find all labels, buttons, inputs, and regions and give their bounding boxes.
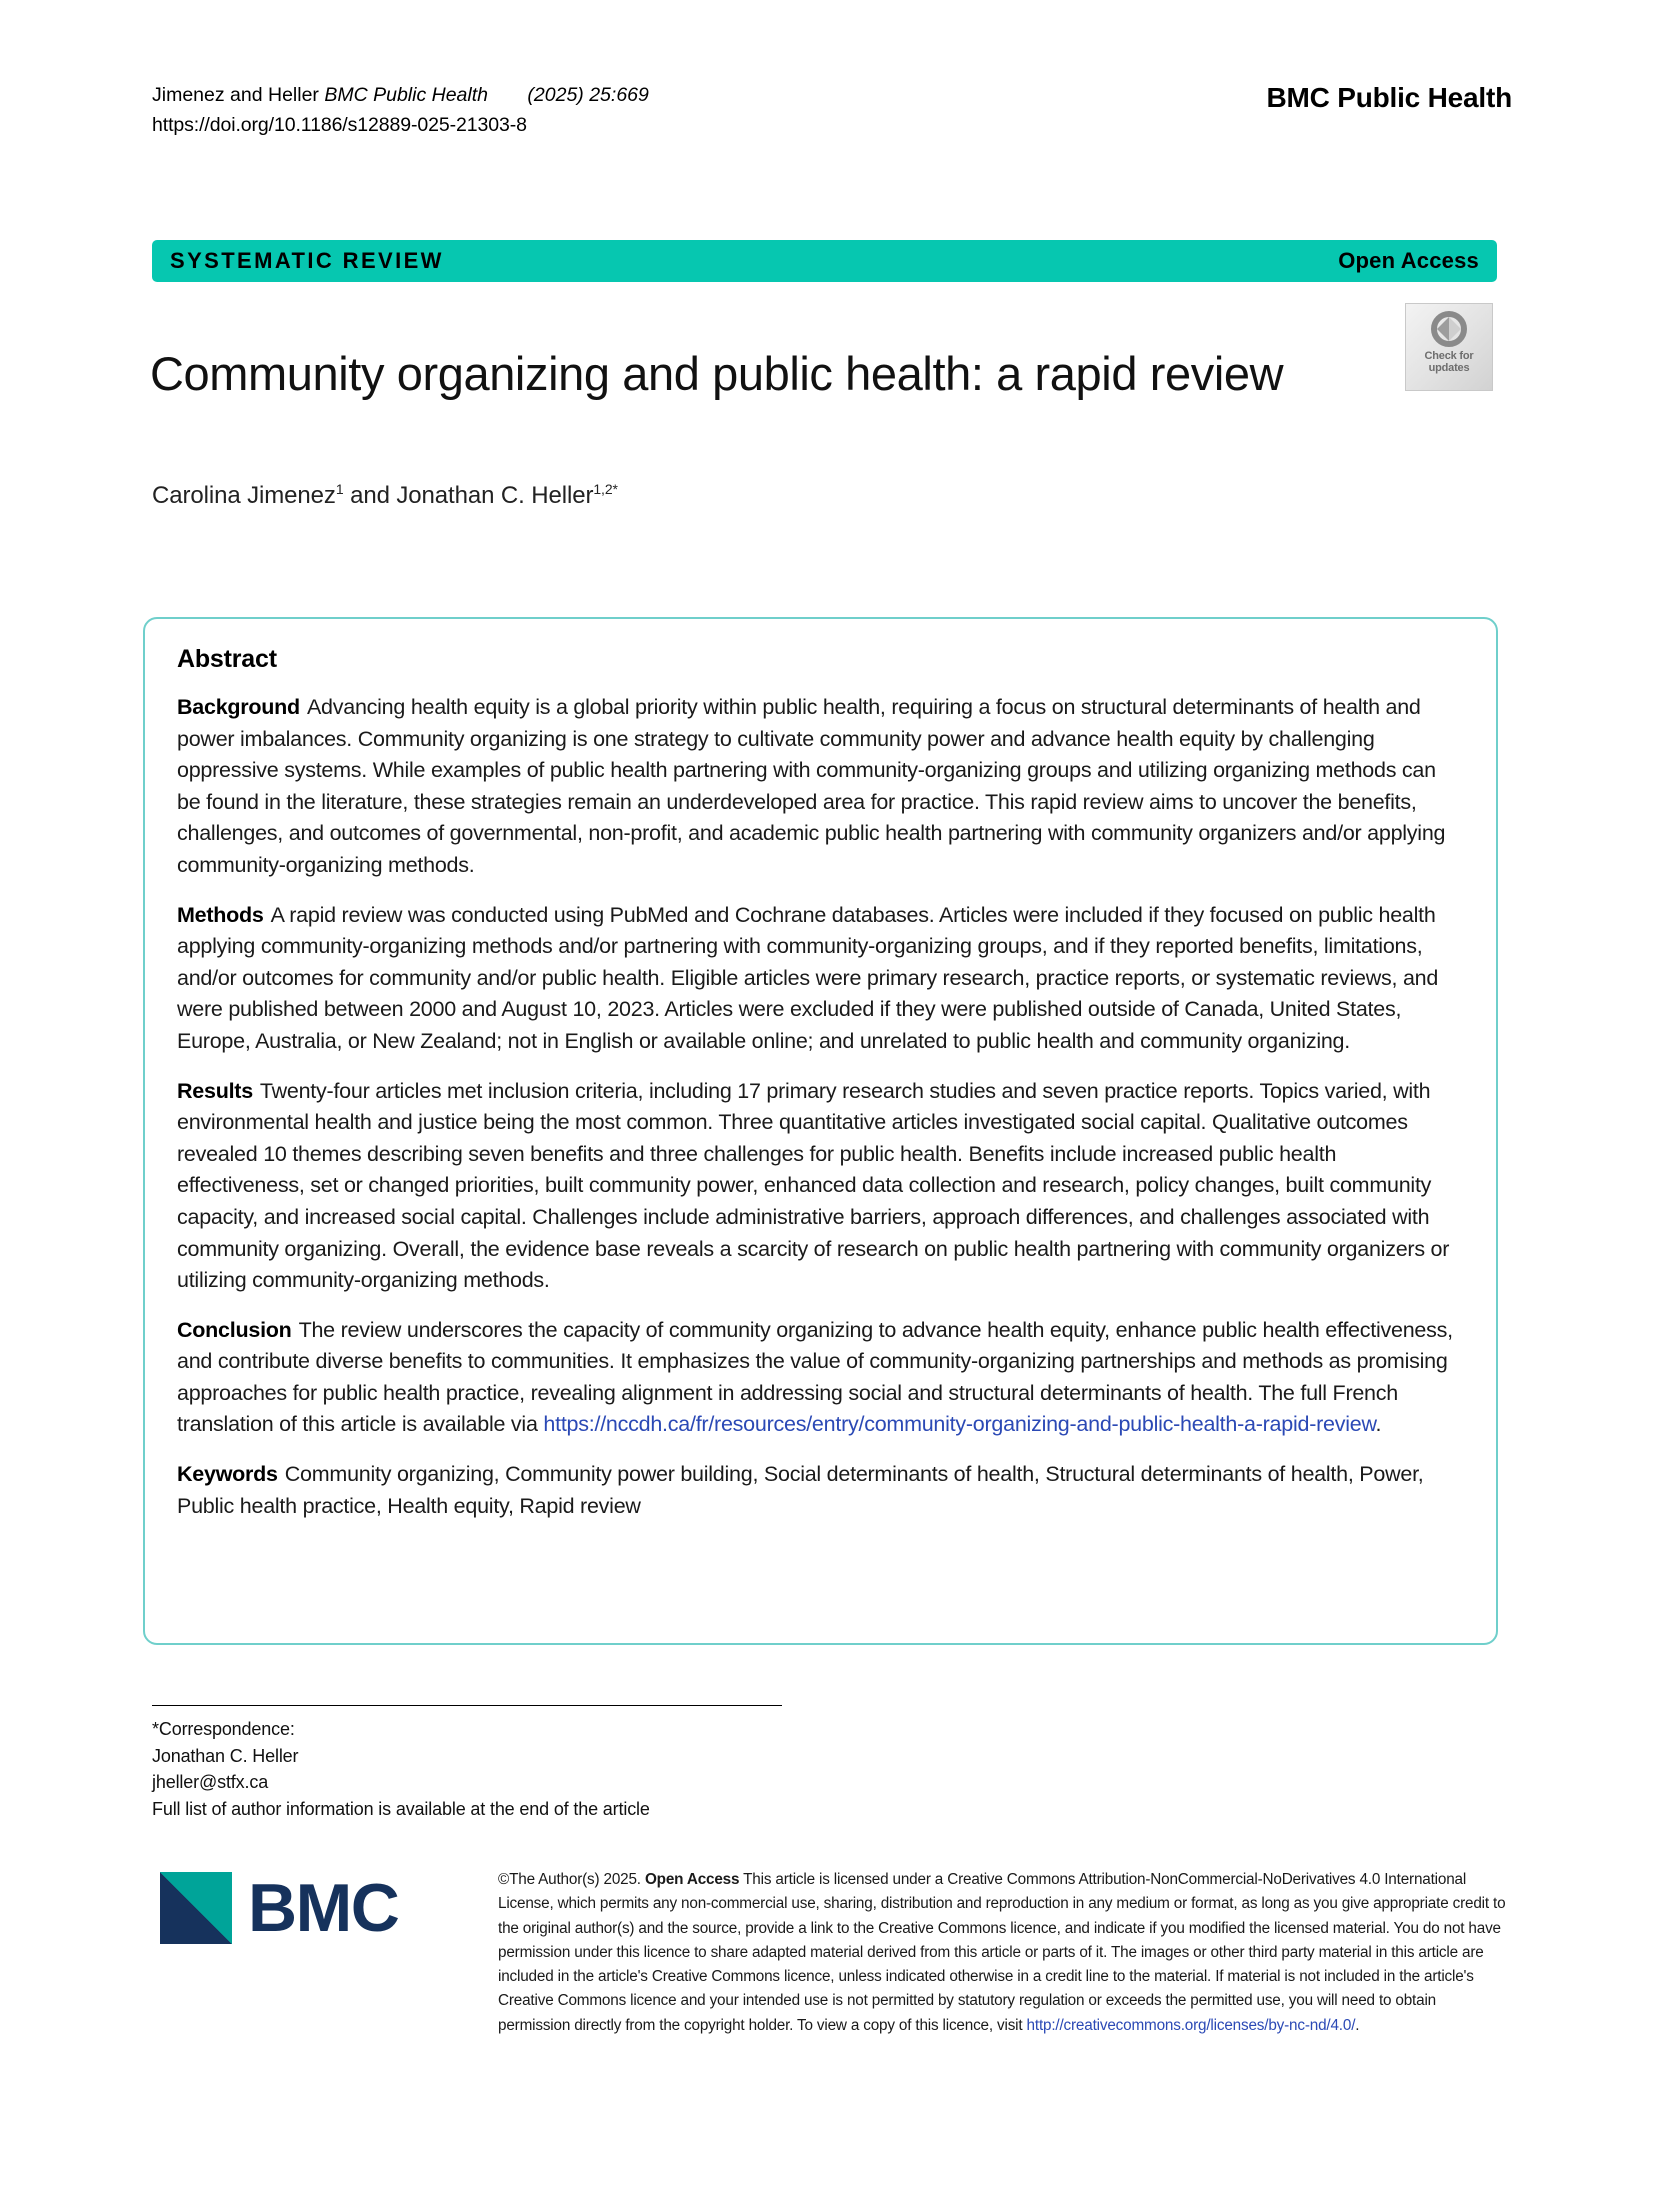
bmc-square-icon — [160, 1872, 232, 1944]
author-one: Carolina Jimenez — [152, 482, 336, 509]
abstract-conclusion-period: . — [1375, 1412, 1382, 1437]
creative-commons-link[interactable]: http://creativecommons.org/licenses/by-nc-nd/4.0/ — [1026, 2016, 1356, 2034]
abstract-conclusion-label: Conclusion — [177, 1317, 292, 1342]
license-text — [498, 1868, 1508, 2038]
running-head-volume: (2025) 25:669 — [527, 84, 649, 106]
running-head-authors: Jimenez and Heller — [152, 84, 319, 106]
correspondence-divider — [152, 1705, 782, 1706]
journal-title: BMC Public Health — [1266, 82, 1512, 113]
crossmark-line1: Check for — [1424, 350, 1474, 362]
author-list — [152, 482, 618, 510]
article-type-label: SYSTEMATIC REVIEW — [170, 248, 444, 273]
running-head-left — [152, 80, 649, 140]
abstract-methods-text: A rapid review was conducted using PubMed and Cochrane databases. Articles were included if they focused on public health applying community-organizing methods and/or partnering with community-organizing groups, and if they reported benefits, limitations, and/or outcomes for community and/or public health. Eligible articles were primary research, practice reports, or systematic reviews, and were published between 2000 and August 10, 2023. Articles were excluded if they were published outside of Canada, United States, Europe, Australia, or New Zealand; not in English or available online; and unrelated to public health and community organizing. — [177, 902, 1439, 1053]
running-head-citation — [152, 80, 649, 110]
article-type-banner — [152, 240, 1497, 282]
abstract-background-label: Background — [177, 695, 300, 719]
french-translation-link[interactable]: https://nccdh.ca/fr/resources/entry/community-organizing-and-public-health-a-rapid-review — [543, 1412, 1376, 1437]
keywords-label: Keywords — [177, 1462, 278, 1487]
crossmark-badge[interactable] — [1405, 303, 1493, 391]
abstract-heading: Abstract — [177, 645, 277, 673]
bmc-wordmark: BMC — [248, 1870, 399, 1946]
license-copyright: ©The Author(s) 2025. — [498, 1871, 641, 1888]
abstract-keywords — [177, 1459, 1464, 1522]
running-head-journal: BMC Public Health — [324, 84, 488, 106]
abstract-conclusion-text: The review underscores the capacity of community organizing to advance health equity, enhance public health effectiveness, and contribute diverse benefits to communities. It emphasizes the value of community-organizing partnerships and methods as promising approaches for public health practice, revealing alignment in addressing social and structural determinants of health. The full French translation of this article is available via — [177, 1317, 1453, 1437]
abstract-results — [177, 1076, 1464, 1297]
author-two-affiliation: 1,2* — [593, 481, 618, 497]
crossmark-icon — [1429, 309, 1469, 349]
license-open-access-label: Open Access — [644, 1871, 740, 1888]
correspondence-label: *Correspondence: — [152, 1719, 295, 1739]
correspondence-email[interactable]: jheller@stfx.ca — [152, 1772, 269, 1792]
license-body: This article is licensed under a Creative Commons Attribution-NonCommercial-NoDerivatives 4.0 International License, which permits any non-commercial use, sharing, distribution and reproduction in any medium or format, as long as you give appropriate credit to the original author(s) and the source, provide a link to the Creative Commons licence, and indicate if you modified the licensed material. You do not have permission under this licence to share adapted material derived from this article or parts of it. The images or other third party material in this article are included in the article's Creative Commons licence, unless indicated otherwise in a credit line to the material. If material is not included in the article's Creative Commons licence and your intended use is not permitted by statutory regulation or exceeds the permitted use, you will need to obtain permission directly from the copyright holder. To view a copy of this licence, visit — [498, 1871, 1506, 2034]
license-body-end: . — [1355, 2016, 1360, 2034]
abstract-background-text: Advancing health equity is a global priority within public health, requiring a focus on structural determinants of health and power imbalances. Community organizing is one strategy to cultivate community power and advance health equity by challenging oppressive systems. While examples of public health partnering with community-organizing groups and utilizing organizing methods can be found in the literature, these strategies remain an underdeveloped area for practice. This rapid review aims to uncover the benefits, challenges, and outcomes of governmental, non-profit, and academic public health partnering with community organizers and/or applying community-organizing methods. — [177, 695, 1446, 877]
bmc-logo — [160, 1862, 445, 1954]
correspondence-name: Jonathan C. Heller — [152, 1745, 299, 1766]
keywords-text: Community organizing, Community power building, Social determinants of health, Structural determinants of health, Power, Public health practice, Health equity, Rapid review — [177, 1462, 1424, 1518]
abstract-methods-label: Methods — [177, 902, 264, 927]
abstract-conclusion — [177, 1315, 1464, 1441]
author-one-affiliation: 1 — [335, 481, 344, 497]
doi-link[interactable]: https://doi.org/10.1186/s12889-025-21303-8 — [152, 114, 527, 136]
abstract-box — [143, 617, 1498, 1645]
abstract-methods — [177, 900, 1464, 1058]
page-title: Community organizing and public health: a rapid review — [150, 347, 1284, 401]
abstract-results-label: Results — [177, 1078, 253, 1103]
correspondence-block — [152, 1716, 650, 1822]
running-head — [152, 80, 1512, 140]
crossmark-text — [1425, 350, 1474, 374]
open-access-label: Open Access — [1338, 248, 1479, 273]
crossmark-line2: updates — [1428, 362, 1470, 374]
author-info-note: Full list of author information is available at the end of the article — [152, 1798, 650, 1819]
abstract-results-text: Twenty-four articles met inclusion criteria, including 17 primary research studies and seven practice reports. Topics varied, with environmental health and justice being the most common. Three quantitative articles investigated social capital. Qualitative outcomes revealed 10 themes describing seven benefits and three challenges for public health. Benefits include increased public health effectiveness, set or changed priorities, built community power, enhanced data collection and research, policy changes, built community capacity, and increased social capital. Challenges include administrative barriers, approach differences, and challenges associated with community organizing. Overall, the evidence base reveals a scarcity of research on public health partnering with community organizers or utilizing community-organizing methods. — [177, 1078, 1450, 1293]
author-conjunction: and Jonathan C. Heller — [343, 482, 594, 509]
abstract-background — [177, 692, 1464, 882]
